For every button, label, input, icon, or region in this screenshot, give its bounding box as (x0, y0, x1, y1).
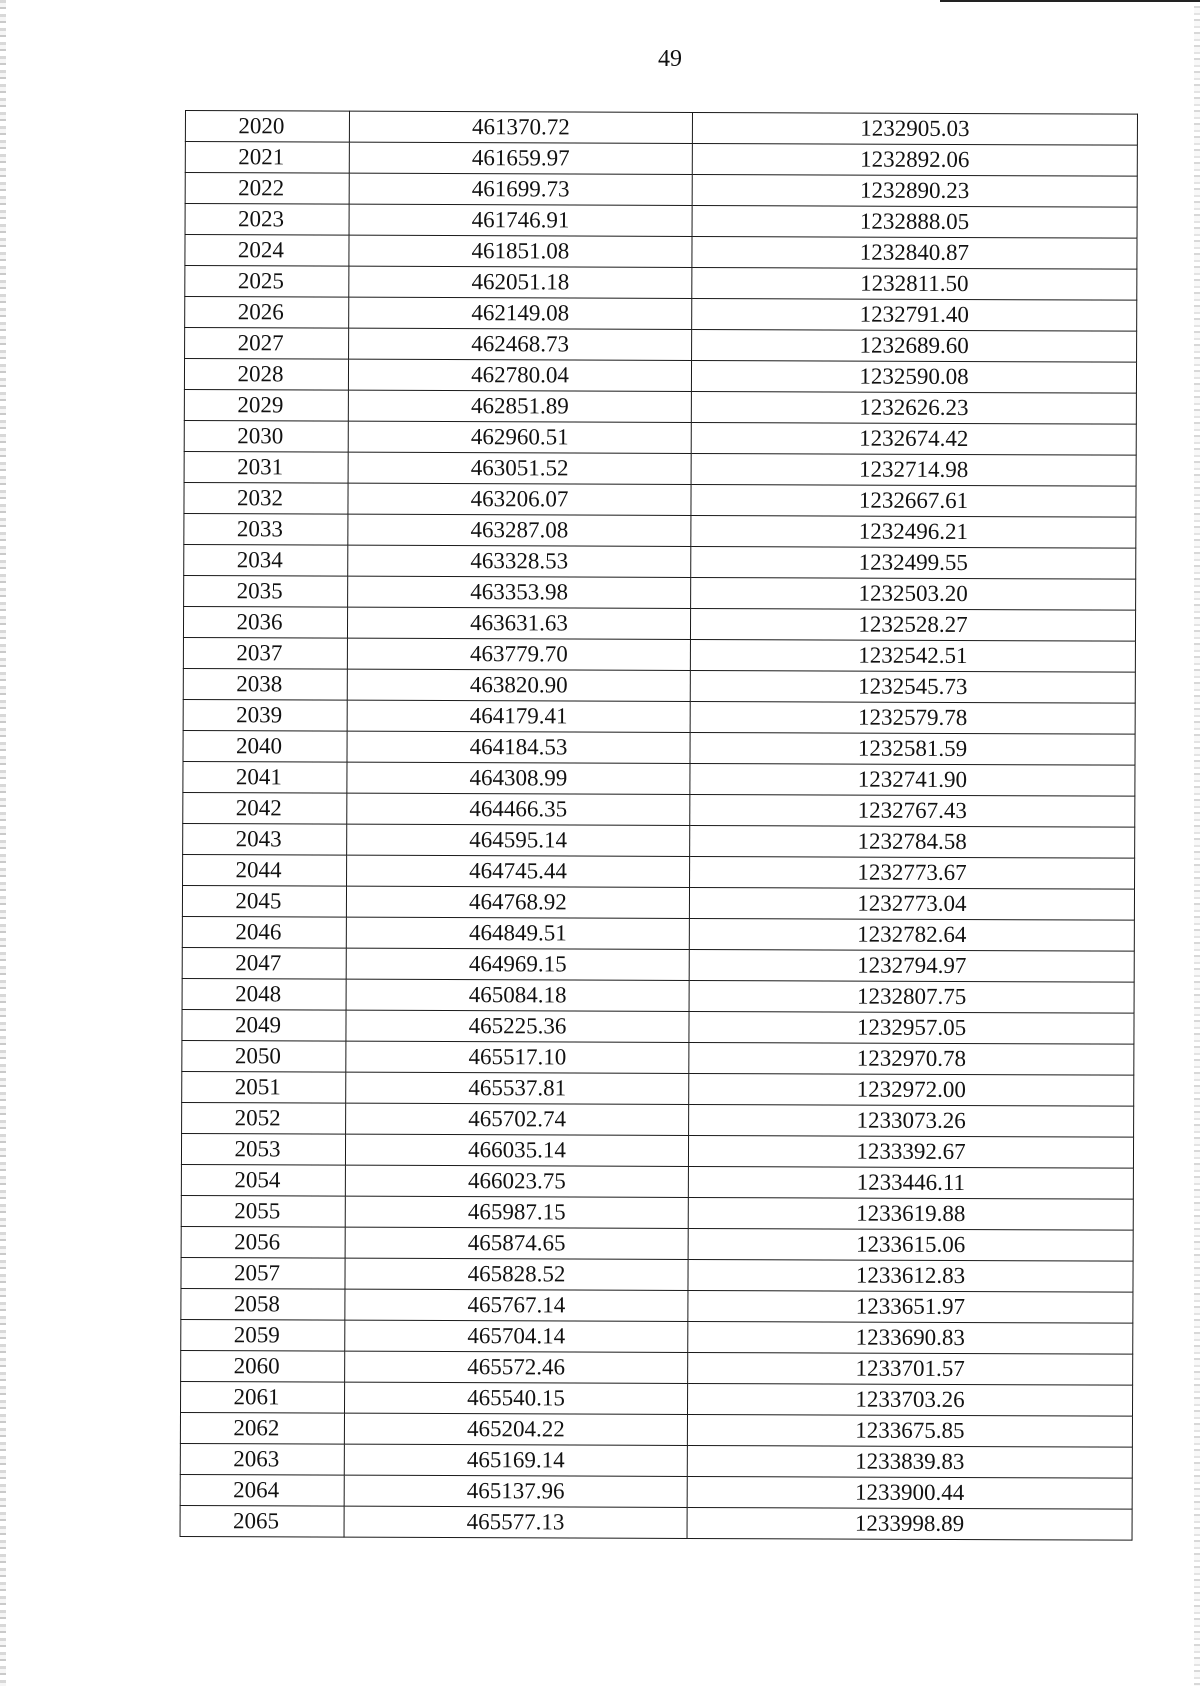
table-row (180, 1505, 1132, 1540)
y-coordinate-cell: 1233651.97 (688, 1290, 1133, 1323)
x-coordinate-cell: 465169.14 (344, 1444, 687, 1476)
x-coordinate-cell: 464595.14 (347, 824, 690, 856)
y-coordinate-cell: 1232892.06 (692, 143, 1137, 176)
y-coordinate-cell: 1232811.50 (692, 267, 1137, 300)
x-coordinate-cell: 461370.72 (349, 111, 692, 143)
y-coordinate-cell: 1232840.87 (692, 236, 1137, 269)
x-coordinate-cell: 465225.36 (346, 1010, 689, 1042)
point-number-cell: 2057 (181, 1257, 345, 1289)
point-number-cell: 2049 (182, 1009, 346, 1041)
y-coordinate-cell: 1233073.26 (689, 1104, 1134, 1137)
point-number-cell: 2062 (180, 1412, 344, 1444)
y-coordinate-cell: 1232888.05 (692, 205, 1137, 238)
table-row (181, 1164, 1133, 1199)
x-coordinate-cell: 461659.97 (349, 142, 692, 174)
y-coordinate-cell: 1232528.27 (690, 608, 1135, 641)
y-coordinate-cell: 1233446.11 (688, 1166, 1133, 1199)
point-number-cell: 2024 (185, 235, 349, 267)
y-coordinate-cell: 1232773.67 (690, 856, 1135, 889)
y-coordinate-cell: 1232499.55 (691, 546, 1136, 579)
table-row (182, 885, 1134, 920)
table-row (180, 1381, 1132, 1416)
page-number: 49 (658, 46, 682, 72)
table-row (180, 1412, 1132, 1447)
table-row (184, 544, 1136, 579)
x-coordinate-cell: 465204.22 (344, 1413, 687, 1445)
point-number-cell: 2045 (182, 885, 346, 917)
table-row (182, 1071, 1134, 1106)
x-coordinate-cell: 464969.15 (346, 948, 689, 980)
y-coordinate-cell: 1232667.61 (691, 484, 1136, 517)
point-number-cell: 2023 (185, 204, 349, 236)
x-coordinate-cell: 465874.65 (345, 1227, 688, 1259)
point-number-cell: 2054 (181, 1164, 345, 1196)
x-coordinate-cell: 465137.96 (344, 1475, 687, 1507)
x-coordinate-cell: 461851.08 (349, 235, 692, 267)
table-row (183, 730, 1135, 765)
x-coordinate-cell: 464466.35 (347, 793, 690, 825)
point-number-cell: 2027 (185, 328, 349, 360)
x-coordinate-cell: 465540.15 (344, 1382, 687, 1414)
y-coordinate-cell: 1232784.58 (690, 825, 1135, 858)
y-coordinate-cell: 1232972.00 (689, 1073, 1134, 1106)
x-coordinate-cell: 463353.98 (348, 576, 691, 608)
y-coordinate-cell: 1232545.73 (690, 670, 1135, 703)
y-coordinate-cell: 1232579.78 (690, 701, 1135, 734)
y-coordinate-cell: 1232905.03 (692, 112, 1137, 145)
x-coordinate-cell: 465702.74 (346, 1103, 689, 1135)
x-coordinate-cell: 461699.73 (349, 173, 692, 205)
y-coordinate-cell: 1233701.57 (688, 1352, 1133, 1385)
x-coordinate-cell: 466023.75 (345, 1165, 688, 1197)
point-number-cell: 2038 (183, 668, 347, 700)
point-number-cell: 2020 (185, 111, 349, 143)
table-row (181, 1288, 1133, 1323)
point-number-cell: 2063 (180, 1443, 344, 1475)
table-row (182, 978, 1134, 1013)
x-coordinate-cell: 463779.70 (347, 638, 690, 670)
x-coordinate-cell: 462851.89 (348, 390, 691, 422)
point-number-cell: 2034 (184, 544, 348, 576)
table-row (184, 513, 1136, 548)
table-row (183, 854, 1135, 889)
table-row (181, 1195, 1133, 1230)
x-coordinate-cell: 462780.04 (348, 359, 691, 391)
table-row (182, 916, 1134, 951)
y-coordinate-cell: 1232791.40 (692, 298, 1137, 331)
table-row (183, 823, 1135, 858)
point-number-cell: 2043 (183, 823, 347, 855)
table-row (183, 668, 1135, 703)
y-coordinate-cell: 1232957.05 (689, 1011, 1134, 1044)
header-rule (940, 0, 1200, 2)
y-coordinate-cell: 1233675.85 (687, 1414, 1132, 1447)
y-coordinate-cell: 1232890.23 (692, 174, 1137, 207)
x-coordinate-cell: 464184.53 (347, 731, 690, 763)
x-coordinate-cell: 463328.53 (348, 545, 691, 577)
point-number-cell: 2064 (180, 1474, 344, 1506)
point-number-cell: 2061 (180, 1381, 344, 1413)
point-number-cell: 2046 (182, 916, 346, 948)
point-number-cell: 2022 (185, 173, 349, 205)
point-number-cell: 2042 (183, 792, 347, 824)
table-row (180, 1443, 1132, 1478)
table-row (181, 1257, 1133, 1292)
x-coordinate-cell: 464179.41 (347, 700, 690, 732)
table-row (184, 575, 1136, 610)
x-coordinate-cell: 462468.73 (349, 328, 692, 360)
point-number-cell: 2044 (183, 854, 347, 886)
point-number-cell: 2035 (184, 575, 348, 607)
point-number-cell: 2055 (181, 1195, 345, 1227)
y-coordinate-cell: 1232689.60 (692, 329, 1137, 362)
table-row (185, 328, 1137, 363)
table-row (183, 699, 1135, 734)
y-coordinate-cell: 1233998.89 (687, 1507, 1132, 1540)
table-row (184, 482, 1136, 517)
table-row (182, 947, 1134, 982)
x-coordinate-cell: 465828.52 (345, 1258, 688, 1290)
table-row (185, 142, 1137, 177)
y-coordinate-cell: 1232782.64 (689, 918, 1134, 951)
x-coordinate-cell: 463820.90 (347, 669, 690, 701)
y-coordinate-cell: 1232581.59 (690, 732, 1135, 765)
x-coordinate-cell: 462149.08 (349, 297, 692, 329)
point-number-cell: 2051 (182, 1071, 346, 1103)
y-coordinate-cell: 1232807.75 (689, 980, 1134, 1013)
point-number-cell: 2060 (181, 1350, 345, 1382)
x-coordinate-cell: 462051.18 (349, 266, 692, 298)
x-coordinate-cell: 461746.91 (349, 204, 692, 236)
coordinate-table-wrapper (180, 110, 1137, 1541)
point-number-cell: 2050 (182, 1040, 346, 1072)
y-coordinate-cell: 1232503.20 (691, 577, 1136, 610)
table-row (182, 1102, 1134, 1137)
table-row (182, 1009, 1134, 1044)
point-number-cell: 2033 (184, 513, 348, 545)
y-coordinate-cell: 1232496.21 (691, 515, 1136, 548)
x-coordinate-cell: 463631.63 (347, 607, 690, 639)
point-number-cell: 2031 (184, 451, 348, 483)
point-number-cell: 2058 (181, 1288, 345, 1320)
y-coordinate-cell: 1233392.67 (688, 1135, 1133, 1168)
x-coordinate-cell: 465577.13 (344, 1506, 687, 1538)
y-coordinate-cell: 1232773.04 (689, 887, 1134, 920)
table-row (180, 1474, 1132, 1509)
table-row (182, 1040, 1134, 1075)
x-coordinate-cell: 465084.18 (346, 979, 689, 1011)
table-row (183, 606, 1135, 641)
point-number-cell: 2041 (183, 761, 347, 793)
y-coordinate-cell: 1232970.78 (689, 1042, 1134, 1075)
coordinate-table (180, 110, 1138, 1541)
y-coordinate-cell: 1233900.44 (687, 1476, 1132, 1509)
table-row (185, 266, 1137, 301)
x-coordinate-cell: 465767.14 (345, 1289, 688, 1321)
x-coordinate-cell: 465987.15 (345, 1196, 688, 1228)
x-coordinate-cell: 465704.14 (345, 1320, 688, 1352)
x-coordinate-cell: 463287.08 (348, 514, 691, 546)
table-row (184, 451, 1136, 486)
y-coordinate-cell: 1233612.83 (688, 1259, 1133, 1292)
x-coordinate-cell: 464745.44 (347, 855, 690, 887)
table-body (180, 111, 1137, 1541)
point-number-cell: 2026 (185, 297, 349, 329)
x-coordinate-cell: 465572.46 (345, 1351, 688, 1383)
x-coordinate-cell: 464768.92 (346, 886, 689, 918)
table-row (181, 1226, 1133, 1261)
table-row (184, 389, 1136, 424)
y-coordinate-cell: 1232714.98 (691, 453, 1136, 486)
point-number-cell: 2021 (185, 142, 349, 174)
x-coordinate-cell: 466035.14 (345, 1134, 688, 1166)
y-coordinate-cell: 1232542.51 (690, 639, 1135, 672)
point-number-cell: 2059 (181, 1319, 345, 1351)
table-row (185, 111, 1137, 146)
x-coordinate-cell: 465537.81 (346, 1072, 689, 1104)
x-coordinate-cell: 463206.07 (348, 483, 691, 515)
table-row (181, 1133, 1133, 1168)
y-coordinate-cell: 1233619.88 (688, 1197, 1133, 1230)
point-number-cell: 2029 (184, 389, 348, 421)
y-coordinate-cell: 1232794.97 (689, 949, 1134, 982)
table-row (185, 235, 1137, 270)
x-coordinate-cell: 463051.52 (348, 452, 691, 484)
y-coordinate-cell: 1233690.83 (688, 1321, 1133, 1354)
y-coordinate-cell: 1233615.06 (688, 1228, 1133, 1261)
x-coordinate-cell: 462960.51 (348, 421, 691, 453)
point-number-cell: 2065 (180, 1505, 344, 1537)
y-coordinate-cell: 1232674.42 (691, 422, 1136, 455)
table-row (185, 297, 1137, 332)
x-coordinate-cell: 465517.10 (346, 1041, 689, 1073)
table-row (185, 173, 1137, 208)
table-row (181, 1350, 1133, 1385)
point-number-cell: 2037 (183, 637, 347, 669)
y-coordinate-cell: 1232626.23 (691, 391, 1136, 424)
table-row (181, 1319, 1133, 1354)
y-coordinate-cell: 1233703.26 (687, 1383, 1132, 1416)
point-number-cell: 2028 (184, 359, 348, 391)
scan-edge-left (0, 0, 6, 1686)
x-coordinate-cell: 464308.99 (347, 762, 690, 794)
scan-edge-right (1194, 0, 1200, 1686)
point-number-cell: 2056 (181, 1226, 345, 1258)
point-number-cell: 2053 (181, 1133, 345, 1165)
point-number-cell: 2030 (184, 420, 348, 452)
point-number-cell: 2025 (185, 266, 349, 298)
point-number-cell: 2032 (184, 482, 348, 514)
table-row (183, 792, 1135, 827)
point-number-cell: 2039 (183, 699, 347, 731)
table-row (183, 761, 1135, 796)
table-row (183, 637, 1135, 672)
table-row (184, 359, 1136, 394)
point-number-cell: 2047 (182, 947, 346, 979)
table-row (184, 420, 1136, 455)
point-number-cell: 2036 (183, 606, 347, 638)
y-coordinate-cell: 1232767.43 (690, 794, 1135, 827)
x-coordinate-cell: 464849.51 (346, 917, 689, 949)
y-coordinate-cell: 1233839.83 (687, 1445, 1132, 1478)
point-number-cell: 2052 (182, 1102, 346, 1134)
y-coordinate-cell: 1232590.08 (691, 360, 1136, 393)
y-coordinate-cell: 1232741.90 (690, 763, 1135, 796)
point-number-cell: 2040 (183, 730, 347, 762)
point-number-cell: 2048 (182, 978, 346, 1010)
table-row (185, 204, 1137, 239)
